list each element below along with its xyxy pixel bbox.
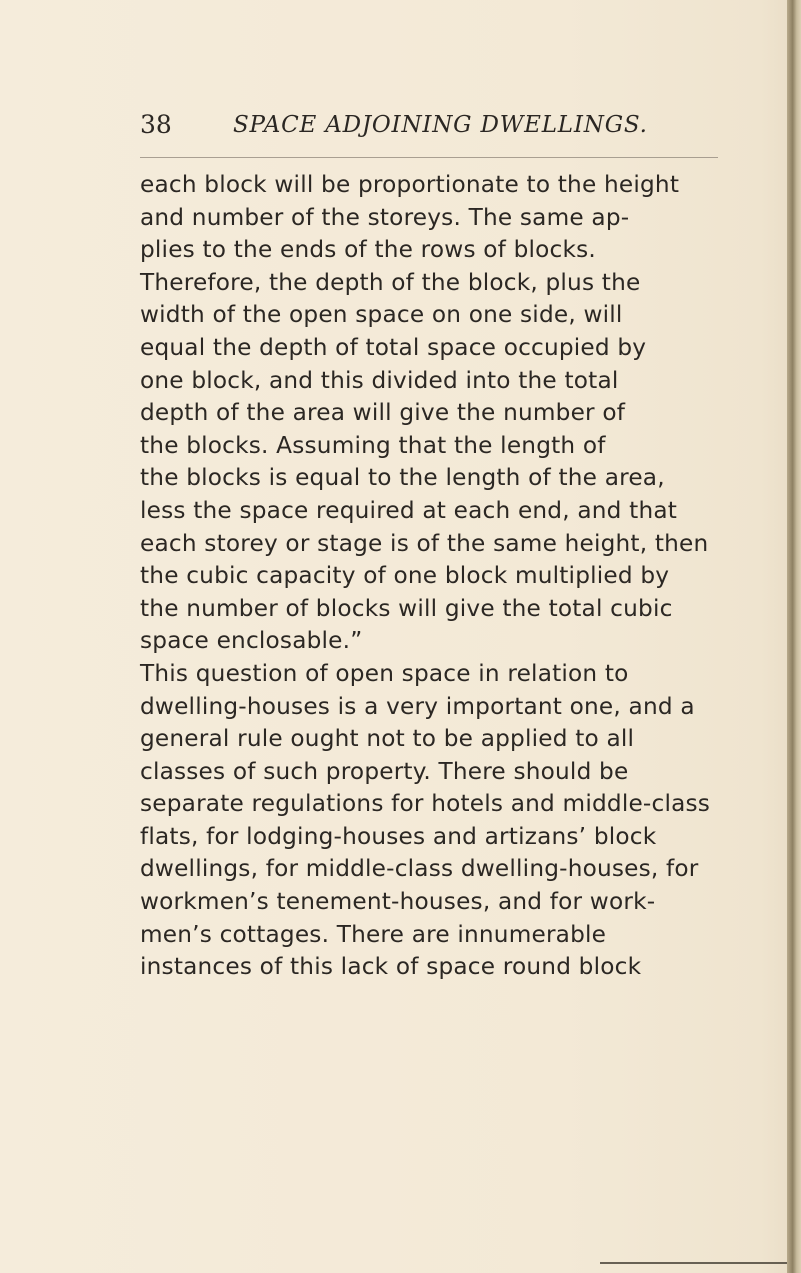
text-line: separate regulations for hotels and middle-class (140, 790, 711, 818)
text-line: the cubic capacity of one block multiplied by (140, 562, 670, 590)
text-line: dwellings, for middle-class dwelling-houses, for (140, 855, 699, 883)
page-header (140, 110, 730, 154)
text-line: less the space required at each end, and that (140, 496, 678, 524)
running-title: SPACE ADJOINING DWELLINGS. (233, 112, 648, 138)
page-number: 38 (140, 110, 172, 139)
text-line: Therefore, the depth of the block, plus the (140, 268, 641, 296)
text-line: one block, and this divided into the total (140, 366, 619, 394)
text-line: width of the open space on one side, will (140, 301, 623, 329)
body-text (140, 169, 740, 984)
text-line: general rule ought not to be applied to all (140, 725, 635, 753)
text-line: space enclosable.” (140, 627, 363, 655)
text-line: the blocks. Assuming that the length of (140, 431, 606, 459)
text-line: the number of blocks will give the total cubic (140, 594, 673, 622)
text-line: each block will be proportionate to the height (140, 171, 680, 198)
text-line: depth of the area will give the number of (140, 399, 626, 427)
text-line: instances of this lack of space round block (140, 953, 642, 981)
text-line: and number of the storeys. The same ap- (140, 203, 630, 231)
text-line: workmen’s tenement-houses, and for work- (140, 888, 656, 916)
header-rule (140, 157, 718, 158)
page-edge (787, 0, 801, 1273)
text-line: each storey or stage is of the same height, then (140, 529, 709, 557)
text-line: equal the depth of total space occupied by (140, 333, 647, 361)
text-line: men’s cottages. There are innumerable (140, 920, 607, 948)
text-line: plies to the ends of the rows of blocks. (140, 236, 596, 264)
bottom-edge-shadow (600, 1262, 790, 1264)
text-line: the blocks is equal to the length of the area, (140, 464, 665, 492)
text-line: dwelling-houses is a very important one, and a (140, 692, 695, 720)
paragraph-start-line: This question of open space in relation to (140, 659, 629, 687)
text-line: flats, for lodging-houses and artizans’ block (140, 822, 657, 850)
text-line: classes of such property. There should be (140, 757, 629, 785)
